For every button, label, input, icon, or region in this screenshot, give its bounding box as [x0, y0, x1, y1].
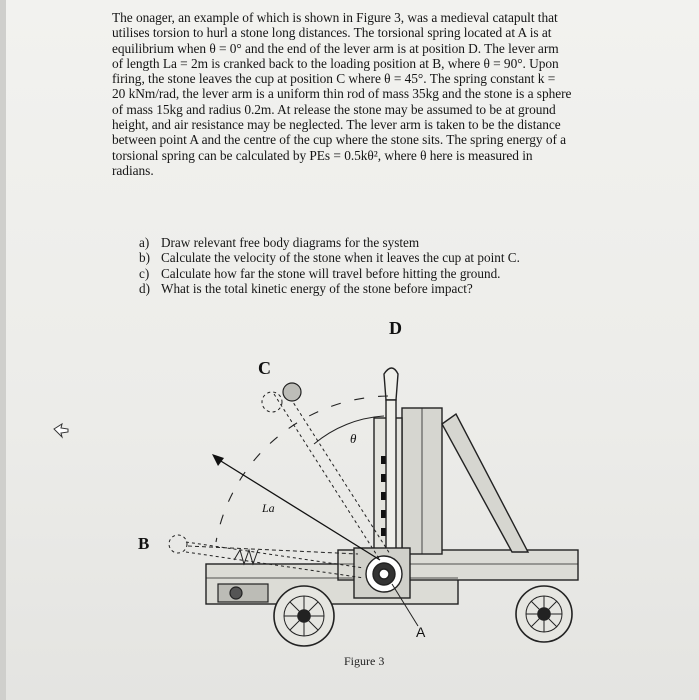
wheel-rear	[274, 586, 334, 646]
question-label: d)	[139, 280, 150, 296]
label-A: A	[416, 624, 426, 640]
question-item	[139, 235, 599, 250]
question-item	[139, 266, 599, 281]
wheel-front	[516, 586, 572, 642]
paragraph-line: of mass 15kg and radius 0.2m. At release the stone may be assumed to be at ground	[112, 101, 556, 117]
paragraph-line: height, and air resistance may be neglected. The lever arm is taken to be the distance	[112, 117, 561, 133]
lever-arm-C	[262, 388, 390, 560]
lever-arm-D	[384, 368, 398, 550]
question-item	[139, 250, 599, 265]
question-list	[139, 235, 599, 296]
la-arrowhead	[212, 454, 224, 466]
figure-3	[126, 316, 606, 676]
question-label: b)	[139, 250, 150, 266]
trigger-spring	[234, 550, 258, 564]
mouse-pointer-icon	[51, 421, 71, 441]
label-theta: θ	[350, 431, 357, 446]
paragraph-line: firing, the stone leaves the cup at position C where θ = 45°. The spring constant k =	[112, 71, 556, 87]
paragraph-line: between point A and the centre of the cup where the stone sits. The spring energy of a	[112, 132, 567, 148]
question-text: What is the total kinetic energy of the stone before impact?	[161, 280, 473, 296]
paragraph-line: of length La = 2m is cranked back to the loading position at B, where θ = 90°. Upon	[112, 55, 559, 71]
stone-C	[283, 383, 301, 401]
paragraph-line: The onager, an example of which is shown in Figure 3, was a medieval catapult that	[112, 10, 558, 25]
winch	[218, 584, 268, 602]
paragraph-line: radians.	[112, 162, 154, 178]
paragraph-line: torsional spring can be calculated by PEs = 0.5kθ², where θ here is measured in	[112, 147, 533, 163]
document-page	[6, 0, 699, 700]
label-La: La	[262, 501, 275, 515]
problem-paragraph	[112, 10, 652, 178]
baseline-BA	[188, 546, 358, 554]
question-text: Draw relevant free body diagrams for the system	[161, 235, 420, 250]
label-C: C	[258, 358, 271, 378]
torsion-spring-A	[354, 548, 410, 598]
question-label: c)	[139, 265, 150, 281]
question-item	[139, 281, 599, 296]
question-text: Calculate the velocity of the stone when it leaves the cup at point C.	[161, 250, 520, 266]
onager-drawing	[126, 316, 606, 676]
label-D: D	[389, 318, 402, 338]
paragraph-line: 20 kNm/rad, the lever arm is a uniform thin rod of mass 35kg and the stone is a sphere	[112, 86, 572, 102]
paragraph-line: equilibrium when θ = 0° and the end of the lever arm is at position D. The lever arm	[112, 40, 559, 56]
swing-arc	[216, 396, 388, 542]
paragraph-line: utilises torsion to hurl a stone long distances. The torsional spring located at A is at	[112, 25, 552, 41]
label-B: B	[138, 534, 150, 553]
question-label: a)	[139, 235, 150, 250]
upright-frame	[374, 408, 528, 554]
question-text: Calculate how far the stone will travel before hitting the ground.	[161, 265, 501, 281]
figure-caption: Figure 3	[344, 654, 385, 668]
la-line	[216, 458, 380, 560]
